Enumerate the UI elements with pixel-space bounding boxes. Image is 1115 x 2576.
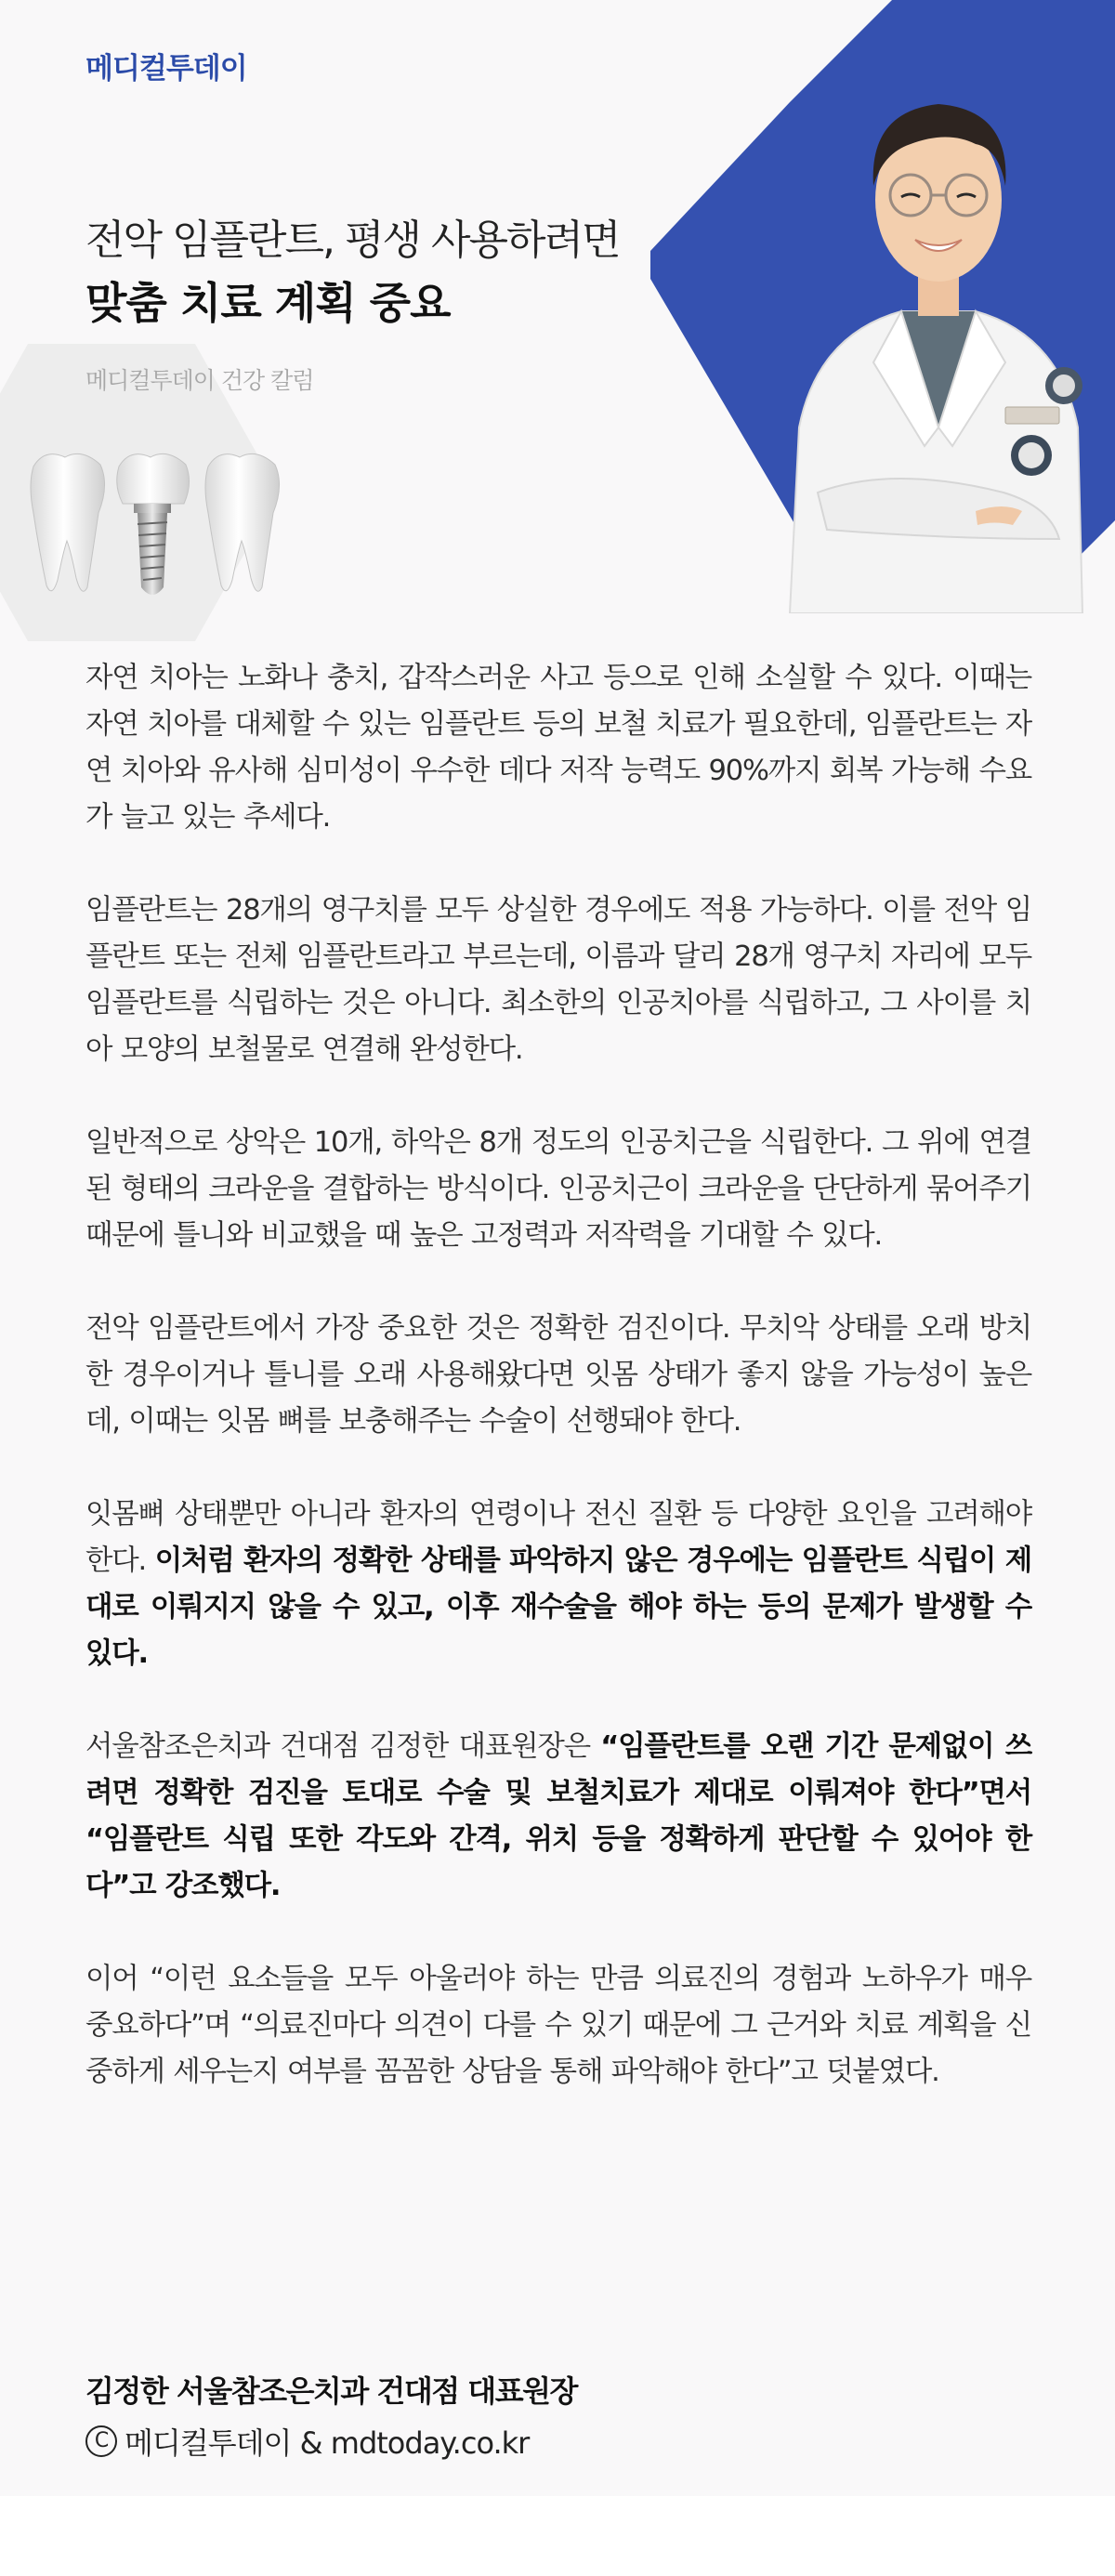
paragraph: [85, 1492, 1031, 1677]
footer-strip: [0, 2496, 1115, 2576]
paragraph: 일반적으로 상악은 10개, 하악은 8개 정도의 인공치근을 식립한다. 그 위에 연결된 형태의 크라운을 결합하는 방식이다. 인공치근이 크라운을 단단하게 묶어주기 때문에 틀니와 비교했을 때 높은 고정력과 저작력을 기대할 수 있다.: [85, 1126, 1031, 1252]
article-body: [85, 655, 1031, 2142]
paragraph: 이어 “이런 요소들을 모두 아울러야 하는 만큼 의료진의 경험과 노하우가 매우 중요하다”며 “의료진마다 의견이 다를 수 있기 때문에 그 근거와 치료 계획을 신중하게 세우는지 여부를 꼼꼼한 상담을 통해 파악해야 한다”고 덧붙였다.: [85, 1963, 1031, 2088]
teeth-implant-icon: [26, 448, 295, 606]
author-byline: 김정한 서울참조은치과 건대점 대표원장: [85, 2373, 577, 2409]
copyright-text: 메디컬투데이 & mdtoday.co.kr: [125, 2425, 530, 2461]
paragraph-text: 잇몸뼈 상태뿐만 아니라 환자의 연령이나 전신 질환 등 다양한 요인을 고려해야 한다.: [85, 1498, 1031, 1577]
paragraph-emphasis: 이처럼 환자의 정확한 상태를 파악하지 않은 경우에는 임플란트 식립이 제대로 이뤄지지 않을 수 있고, 이후 재수술을 해야 하는 등의 문제가 발생할 수 있다.: [85, 1544, 1031, 1670]
paragraph: [85, 1724, 1031, 1910]
paragraph-text: 서울참조은치과 건대점 김정한 대표원장은: [85, 1730, 601, 1763]
brand-logo: 메디컬투데이: [85, 52, 247, 85]
paragraph-emphasis: “임플란트를 오랜 기간 문제없이 쓰려면 정확한 검진을 토대로 수술 및 보철치료가 제대로 이뤄져야 한다”면서 “임플란트 식립 또한 각도와 간격, 위치 등을 정확하게 판단할 수 있어야 한다”고 강조했다.: [85, 1730, 1032, 1902]
paragraph: 전악 임플란트에서 가장 중요한 것은 정확한 검진이다. 무치악 상태를 오래 방치한 경우이거나 틀니를 오래 사용해왔다면 잇몸 상태가 좋지 않을 가능성이 높은데, 이때는 잇몸 뼈를 보충해주는 수술이 선행돼야 한다.: [85, 1312, 1031, 1438]
paragraph: 자연 치아는 노화나 충치, 갑작스러운 사고 등으로 인해 소실할 수 있다. 이때는 자연 치아를 대체할 수 있는 임플란트 등의 보철 치료가 필요한데, 임플란트는 자연 치아와 유사해 심미성이 우수한 데다 저작 능력도 90%까지 회복 가능해 수요가 늘고 있는 추세다.: [85, 662, 1031, 834]
copyright-icon: C: [85, 2425, 117, 2457]
doctor-portrait: [762, 56, 1115, 613]
copyright-line: [85, 2420, 529, 2463]
headline-line-2: 맞춤 치료 계획 중요: [85, 278, 451, 328]
column-subtitle: 메디컬투데이 건강 칼럼: [85, 367, 314, 394]
headline-line-1: 전악 임플란트, 평생 사용하려면: [85, 217, 620, 264]
paragraph: 임플란트는 28개의 영구치를 모두 상실한 경우에도 적용 가능하다. 이를 전악 임플란트 또는 전체 임플란트라고 부르는데, 이름과 달리 28개 영구치 자리에 모두 임플란트를 식립하는 것은 아니다. 최소한의 인공치아를 식립하고, 그 사이를 치아 모양의 보철물로 연결해 완성한다.: [85, 894, 1031, 1066]
